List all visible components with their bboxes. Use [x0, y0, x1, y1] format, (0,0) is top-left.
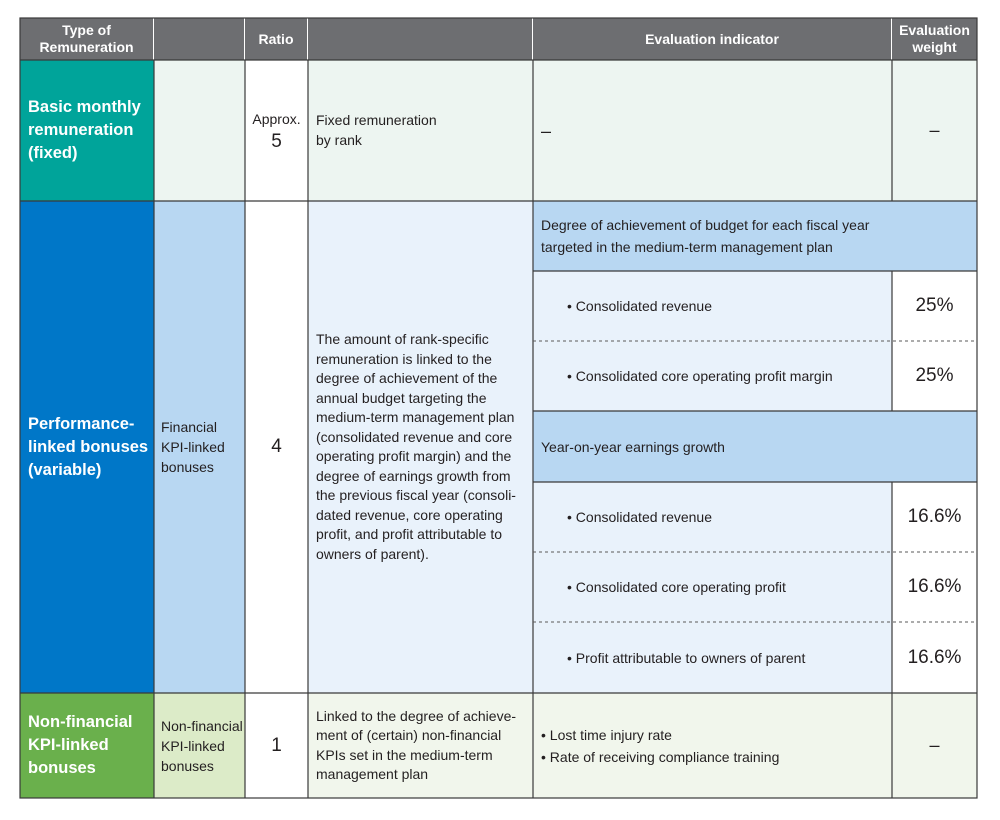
performance-group-2-item-2 — [533, 552, 892, 622]
performance-description: The amount of rank-specific remuneration is linked to the degree of achievement of the annual budget targeting the medium-term management plan (consolidated revenue and core operating profit margin) and the degree of earnings growth from the previous fiscal year (consoli-dated revenue, core operating profit, and profit attributable to owners of parent). — [316, 331, 516, 562]
header-type-label: Type of Remuneration — [39, 22, 134, 55]
nonfinancial-weight-cell — [892, 693, 977, 798]
header-indicator — [533, 18, 892, 60]
nonfinancial-indicator-1: • Lost time injury rate — [541, 726, 672, 743]
group-2-item-3-label: • Profit attributable to owners of parent — [567, 649, 806, 666]
nonfinancial-indicator-2: • Rate of receiving compliance training — [541, 748, 780, 765]
performance-ratio-cell — [245, 201, 308, 693]
basic-indicator-cell — [533, 60, 892, 201]
performance-group-2-weight-2 — [892, 552, 977, 622]
group-2-item-1-weight: 16.6% — [907, 506, 962, 527]
performance-group-2-item-3 — [533, 622, 892, 693]
header-indicator-label: Evaluation indicator — [645, 30, 779, 47]
header-weight-label: Evaluation weight — [899, 22, 970, 55]
basic-type-cell — [20, 60, 154, 201]
group-1-item-2-weight: 25% — [915, 365, 954, 386]
basic-ratio-cell — [245, 60, 308, 201]
nonfinancial-subtype-cell — [154, 693, 245, 798]
nonfinancial-weight: – — [929, 735, 940, 755]
header-description — [308, 18, 533, 60]
header-type — [20, 18, 154, 60]
group-1-item-2-label: • Consolidated core operating profit margin — [567, 368, 833, 384]
group-2-title-text: Year-on-year earnings growth — [541, 438, 725, 455]
group-1-item-1-label: • Consolidated revenue — [567, 298, 712, 314]
nonfinancial-subtype-label: Non-financial KPI-linked bonuses — [161, 717, 243, 774]
performance-group-2-title — [533, 411, 977, 482]
performance-group-2-item-1 — [533, 482, 892, 552]
performance-ratio-value: 4 — [271, 436, 282, 457]
header-weight — [892, 18, 977, 60]
group-2-item-1-label: • Consolidated revenue — [567, 509, 712, 525]
performance-subtype-cell — [154, 201, 245, 693]
header-ratio-label: Ratio — [258, 30, 294, 47]
header-ratio — [245, 18, 308, 60]
performance-group-1-title — [533, 201, 977, 271]
nonfinancial-type-cell — [20, 693, 154, 798]
header-subtype — [154, 18, 245, 60]
group-1-title-text: Degree of achievement of budget for each fiscal year targeted in the medium-term management plan — [541, 217, 870, 255]
performance-group-1-weight-1 — [892, 271, 977, 341]
basic-subtype-cell — [154, 60, 245, 201]
nonfinancial-indicator-cell — [533, 693, 892, 798]
basic-weight-cell — [892, 60, 977, 201]
basic-ratio-prefix: Approx. — [252, 110, 301, 127]
basic-type-label: Basic monthly remuneration (fixed) — [28, 98, 141, 162]
nonfinancial-type-label: Non-financial KPI-linked bonuses — [28, 713, 133, 777]
performance-description-cell — [308, 201, 533, 693]
performance-group-1-weight-2 — [892, 341, 977, 411]
performance-group-1-item-2 — [533, 341, 892, 411]
basic-description-cell — [308, 60, 533, 201]
performance-group-1-item-1 — [533, 271, 892, 341]
performance-type-cell — [20, 201, 154, 693]
nonfinancial-ratio-cell — [245, 693, 308, 798]
basic-indicator: – — [541, 120, 552, 141]
group-2-item-2-weight: 16.6% — [907, 576, 962, 597]
basic-description: Fixed remuneration by rank — [316, 112, 437, 148]
performance-type-label: Performance-linked bonuses (variable) — [28, 414, 149, 479]
basic-weight: – — [929, 120, 940, 140]
performance-group-2-weight-1 — [892, 482, 977, 552]
performance-group-2-weight-3 — [892, 622, 977, 693]
basic-ratio-value: 5 — [271, 130, 282, 152]
nonfinancial-description-cell — [308, 693, 533, 798]
nonfinancial-description: Linked to the degree of achieve-ment of (certain) non-financial KPIs set in the medium-term management plan — [316, 707, 517, 782]
nonfinancial-ratio-value: 1 — [271, 734, 282, 756]
group-2-item-3-weight: 16.6% — [907, 646, 962, 668]
performance-subtype-label: Financial KPI-linked bonuses — [161, 419, 225, 475]
group-1-item-1-weight: 25% — [915, 295, 954, 316]
group-2-item-2-label: • Consolidated core operating profit — [567, 579, 786, 595]
